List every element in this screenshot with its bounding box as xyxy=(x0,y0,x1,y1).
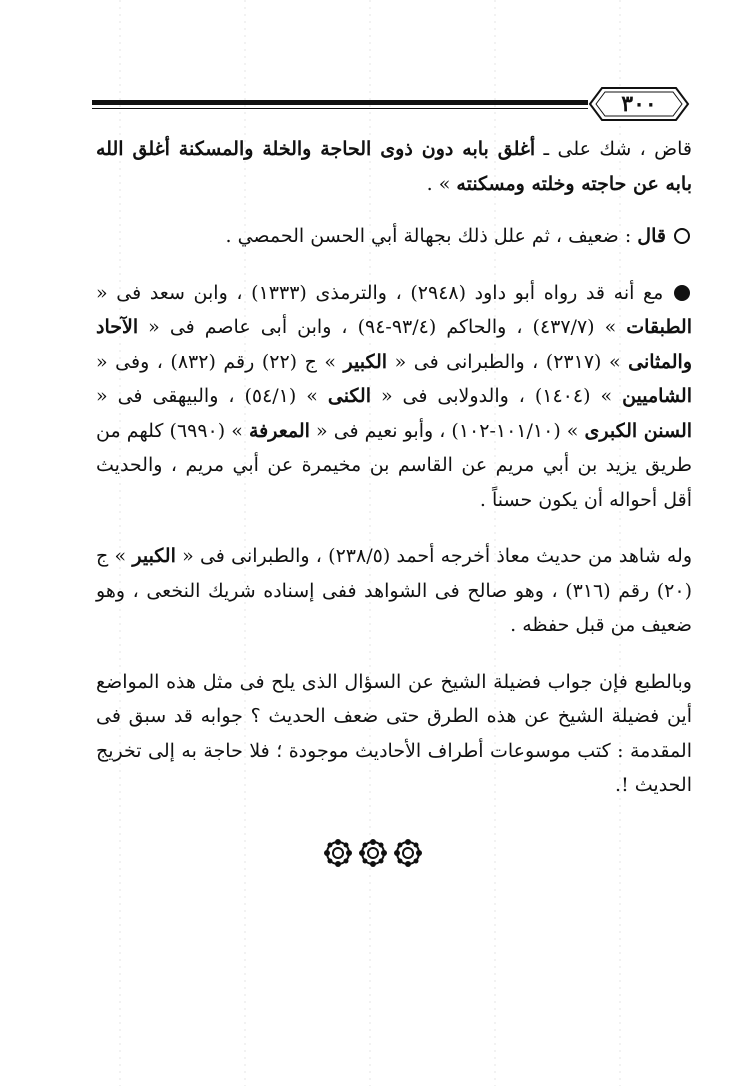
paragraph-2: قال : ضعيف ، ثم علل ذلك بجهالة أبي الحسن الحمصي . xyxy=(96,219,692,254)
header-rule-thin xyxy=(92,108,588,109)
paragraph-4: وله شاهد من حديث معاذ أخرجه أحمد (٢٣٨/٥) ، والطبرانى فى « الكبير » ج (٢٠) رقم (٣١٦) ، وهو صالح فى الشواهد ففى إسناده شريك النخعى ، وهو ضعيف من قبل حفظه . xyxy=(96,545,693,636)
page-header xyxy=(0,78,746,124)
section-ornaments xyxy=(0,838,746,872)
paragraph-3: مع أنه قد رواه أبو داود (٢٩٤٨) ، والترمذى (١٣٣٣) ، وابن سعد فى « الطبقات » (٤٣٧/٧) ، والحاكم (٩٣/٤-٩٤) ، وابن أبى عاصم فى « الآحاد والمثانى » (٢٣١٧) ، والطبرانى فى « الكبير » ج (٢٢) رقم (٨٣٢) ، وفى « الشاميين » (١٤٠٤) ، والدولابى فى « الكنى » (٥٤/١) ، والبيهقى فى « السنن الكبرى » (١٠١/١٠-١٠٢) ، وأبو نعيم فى « المعرفة » (٦٩٩٠) كلهم من طريق يزيد بن أبي مريم عن القاسم بن مخيمرة عن أبي مريم ، والحديث أقل أحواله أن يكون حسناً . xyxy=(96,281,693,511)
open-circle-icon xyxy=(672,226,692,246)
header-rule-thick xyxy=(92,100,588,105)
flower-ornament-icon xyxy=(393,838,423,868)
filled-circle-icon xyxy=(672,283,692,303)
page-number: ٣٠٠ xyxy=(621,91,657,117)
flower-ornament-icon xyxy=(358,838,388,868)
paragraph-5: وبالطبع فإن جواب فضيلة الشيخ عن السؤال الذى يلح فى مثل هذه المواضع أين فضيلة الشيخ عن هذه الطرق حتى ضعف الحديث ؟ جوابه قد سبق فى المقدمة : كتب موسوعات أطراف الأحاديث موجودة ؛ فلا حاجة به إلى تخريج الحديث !. xyxy=(96,670,692,796)
page-body xyxy=(96,132,692,803)
flower-ornament-icon xyxy=(323,838,353,868)
paragraph-1: قاض ، شك على ـ أغلق بابه دون ذوى الحاجة والخلة والمسكنة أغلق الله بابه عن حاجته وخلته ومسكنته » . xyxy=(96,138,692,195)
